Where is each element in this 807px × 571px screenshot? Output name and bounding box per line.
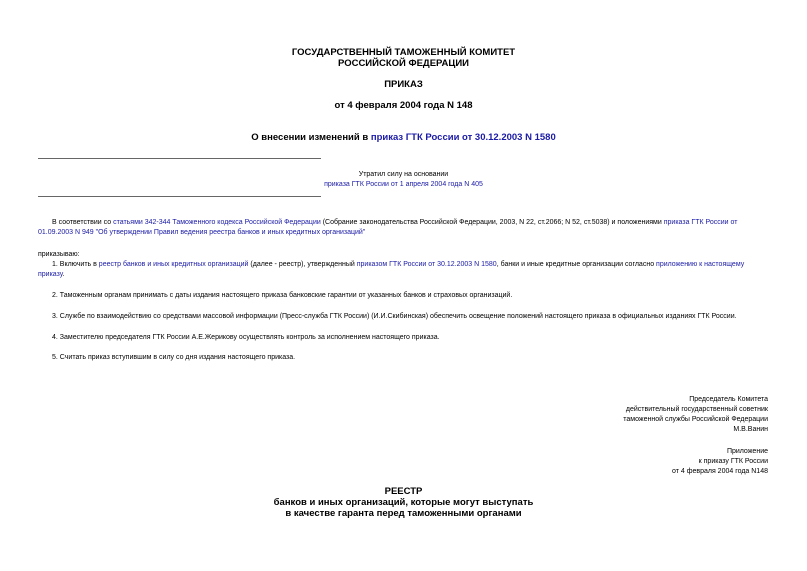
bottom-divider <box>38 196 321 197</box>
registry-subtitle-2: в качестве гаранта перед таможенными органами <box>285 508 522 519</box>
doc-title-link[interactable]: приказ ГТК России от 30.12.2003 N 1580 <box>370 132 556 143</box>
registry-heading <box>0 486 807 519</box>
doc-title <box>0 132 807 143</box>
top-divider <box>38 158 321 159</box>
signature-line-2: действительный государственный советник <box>625 406 768 413</box>
doc-date: от 4 февраля 2004 года N 148 <box>334 100 473 111</box>
appendix-link[interactable]: приложению к настоящему приказу <box>38 261 745 278</box>
item-1 <box>38 260 770 280</box>
signature-line-1: Председатель Комитета <box>689 396 768 403</box>
preamble-paragraph <box>38 218 770 238</box>
preamble-text-1: В соответствии со <box>52 219 114 226</box>
preamble-text-2: (Собрание законодательства Российской Федерации, 2003, N 22, ст.2066; N 52, ст.5038) и положениями <box>320 219 664 226</box>
status-note <box>0 170 807 190</box>
authority-line-2: РОССИЙСКОЙ ФЕДЕРАЦИИ <box>337 58 469 69</box>
item-1-text-2: (далее - реестр), утвержденный <box>248 261 357 268</box>
item-1-text-4: . <box>62 271 65 278</box>
authority-line-1: ГОСУДАРСТВЕННЫЙ ТАМОЖЕННЫЙ КОМИТЕТ <box>291 47 516 58</box>
doc-title-prefix: О внесении изменений в <box>251 132 371 143</box>
status-line-1: Утратил силу на основании <box>358 171 449 178</box>
item-5: 5. Считать приказ вступившим в силу со дня издания настоящего приказа. <box>52 354 296 361</box>
appendix-line-3: от 4 февраля 2004 года N148 <box>671 468 768 475</box>
item-3: 3. Службе по взаимодействию со средствами массовой информации (Пресс-служба ГТК России) (И.И.Скибинская) обеспечить освещение положений настоящего приказа в официальных изданиях ГТК России. <box>52 313 737 320</box>
order-949-link[interactable]: приказа ГТК России от 01.09.2003 N 949 "Об утверждении Правил ведения реестра банков и иных кредитных организаций" <box>38 219 738 236</box>
status-link[interactable]: приказа ГТК России от 1 апреля 2004 года N 405 <box>324 181 483 188</box>
signature-line-3: таможенной службы Российской Федерации <box>623 416 768 423</box>
doc-type: ПРИКАЗ <box>384 79 423 90</box>
authority-name <box>0 47 807 69</box>
appendix-line-2: к приказу ГТК России <box>698 458 768 465</box>
item-1-text-3: , банки и иные кредитные организации согласно <box>496 261 657 268</box>
order-1580-link[interactable]: приказом ГТК России от 30.12.2003 N 1580 <box>356 261 497 268</box>
signature-block <box>623 395 768 435</box>
registry-link[interactable]: реестр банков и иных кредитных организаций <box>98 261 249 268</box>
appendix-block <box>672 447 768 477</box>
item-2: 2. Таможенным органам принимать с даты издания настоящего приказа банковские гарантии от указанных банков и страховых организаций. <box>52 292 513 299</box>
registry-title: РЕЕСТР <box>384 486 423 497</box>
orders-word: приказываю: <box>38 251 80 258</box>
signature-name: М.В.Ванин <box>733 426 768 433</box>
registry-subtitle-1: банков и иных организаций, которые могут выступать <box>273 497 534 508</box>
item-1-text-1: 1. Включить в <box>52 261 99 268</box>
customs-code-link[interactable]: статьями 342-344 Таможенного кодекса Российской Федерации <box>113 219 321 226</box>
appendix-line-1: Приложение <box>726 448 768 455</box>
item-4: 4. Заместителю председателя ГТК России А.Е.Жерикову осуществлять контроль за исполнением настоящего приказа. <box>52 334 440 341</box>
